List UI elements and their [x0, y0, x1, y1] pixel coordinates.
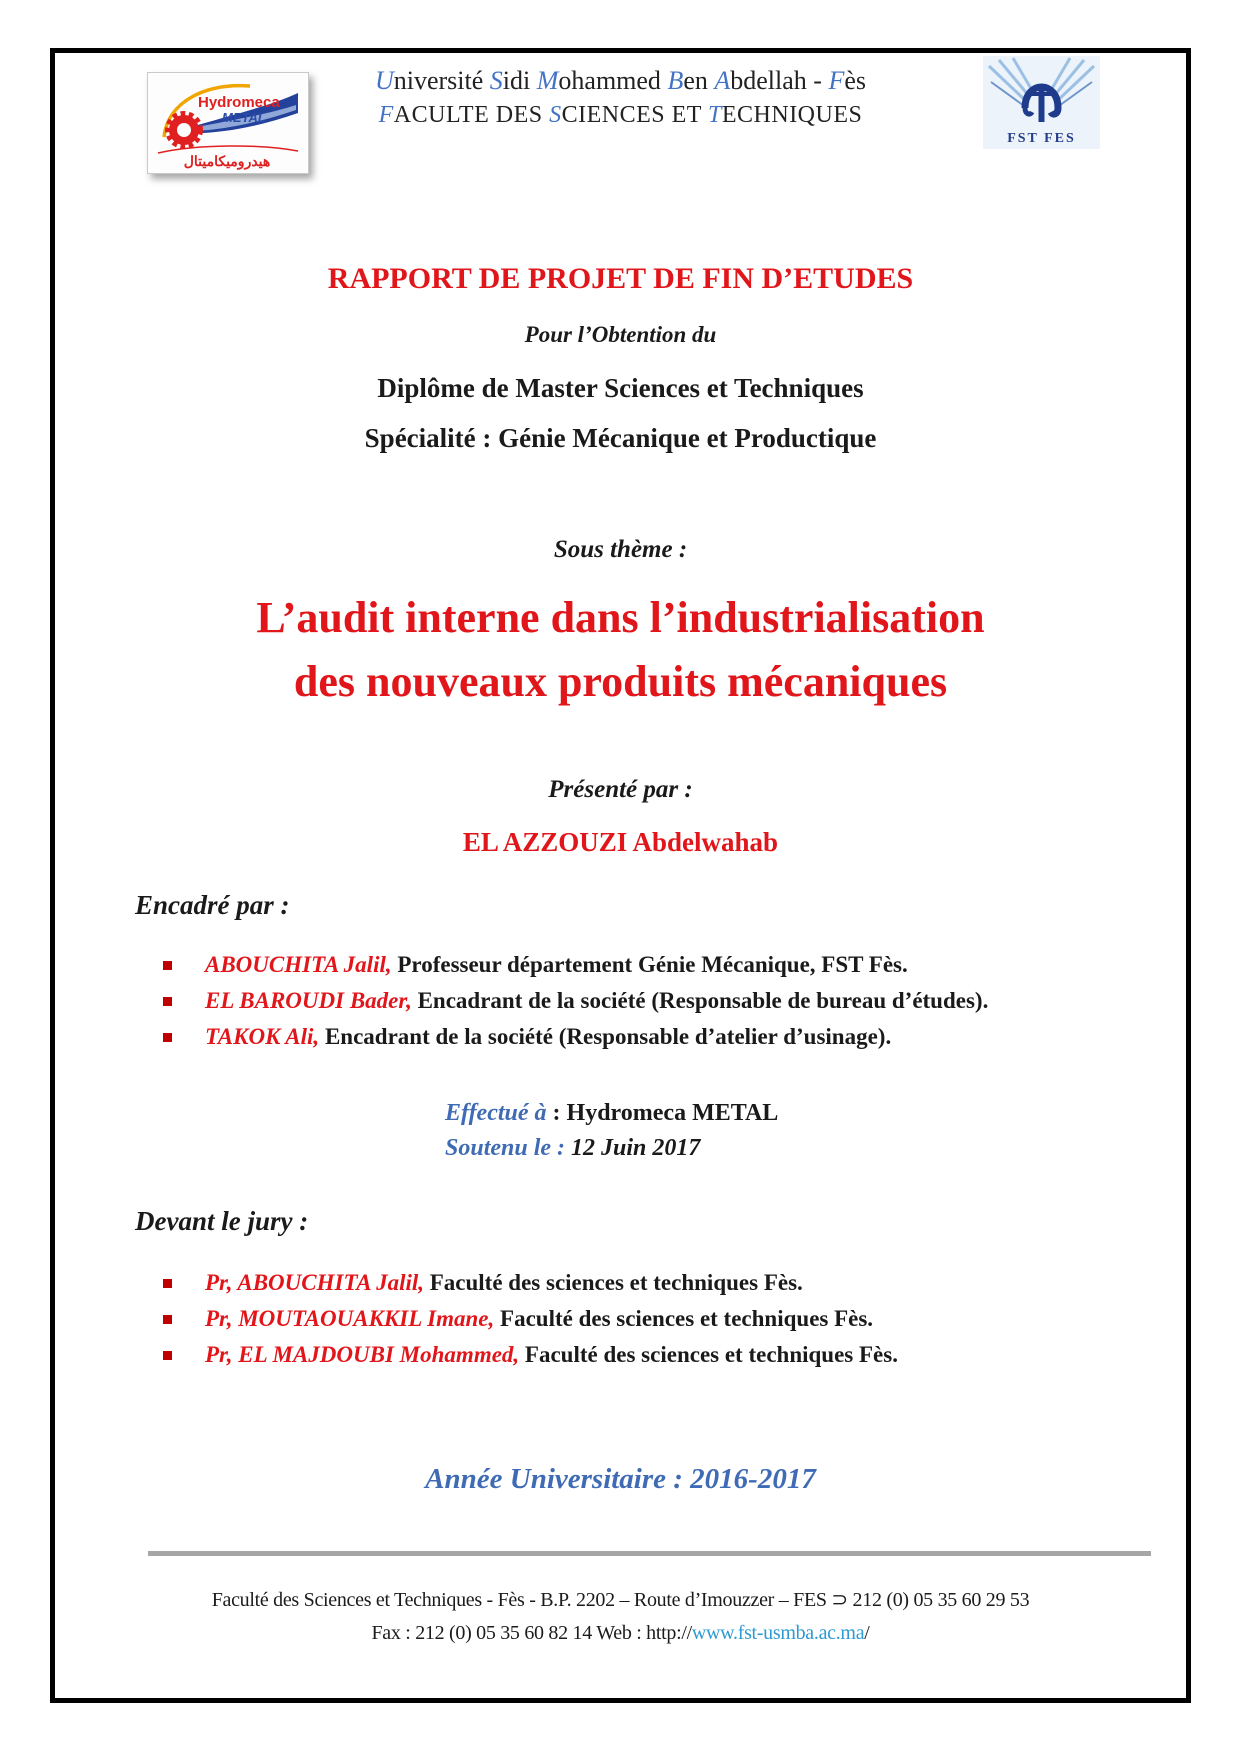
list-item	[163, 952, 988, 977]
jury-member-name: Pr, MOUTAOUAKKIL Imane,	[205, 1306, 495, 1331]
faculty-name-part: F	[378, 102, 394, 128]
faculty-name-part: T	[708, 102, 722, 128]
supervisor-role: Encadrant de la société (Responsable d’atelier d’usinage).	[319, 1024, 892, 1049]
university-name-part: B	[667, 66, 684, 95]
supervisors-list	[163, 952, 988, 1060]
university-name-part: A	[714, 66, 731, 95]
jury-label: Devant le jury :	[135, 1206, 309, 1236]
jury-list	[163, 1270, 898, 1378]
footer-fax-web: Fax : 212 (0) 05 35 60 82 14 Web : http://	[371, 1622, 692, 1644]
supervised-by-label: Encadré par :	[135, 890, 290, 920]
supervisor-name: TAKOK Ali,	[205, 1024, 320, 1049]
defense-date-line	[445, 1131, 778, 1166]
jury-member-affiliation: Faculté des sciences et techniques Fès.	[519, 1342, 898, 1367]
supervisor-role: Professeur département Génie Mécanique, FST Fès.	[391, 952, 908, 977]
internship-place-line	[445, 1096, 778, 1131]
page-border	[50, 48, 1191, 1703]
faculty-name-part: CIENCES ET	[561, 102, 708, 128]
footer-contact-line	[0, 1617, 1241, 1650]
hydromeca-logo-graphic	[148, 73, 306, 171]
obtention-subtitle: Pour l’Obtention du	[524, 322, 717, 347]
university-name-part: S	[489, 66, 503, 95]
square-bullet-icon	[163, 1279, 172, 1288]
theme-line-1: L’audit interne dans l’industrialisation	[256, 593, 985, 642]
list-item	[163, 1306, 898, 1331]
website-link[interactable]: www.fst-usmba.ac.ma	[691, 1622, 865, 1644]
place-label: Effectué à	[445, 1100, 547, 1126]
university-name-part: bdellah -	[730, 66, 829, 95]
diploma-line: Diplôme de Master Sciences et Techniques	[377, 373, 864, 403]
square-bullet-icon	[163, 961, 172, 970]
brand-sub-text: METAL	[222, 110, 266, 125]
footer	[0, 1584, 1241, 1650]
jury-member-affiliation: Faculté des sciences et techniques Fès.	[423, 1270, 803, 1295]
faculty-name-part: ACULTE DES	[393, 102, 550, 128]
jury-member-name: Pr, EL MAJDOUBI Mohammed,	[205, 1342, 520, 1367]
hydromeca-metal-logo	[147, 72, 309, 174]
fst-logo-graphic	[983, 56, 1100, 149]
arabic-brand-text: هيدروميكاميتال	[183, 155, 271, 170]
university-name-part: ohammed	[558, 66, 668, 95]
footer-link-suffix: /	[864, 1622, 870, 1644]
author-name: EL AZZOUZI Abdelwahab	[462, 827, 779, 857]
date-value: 12 Juin 2017	[571, 1135, 701, 1161]
jury-member-affiliation: Faculté des sciences et techniques Fès.	[494, 1306, 874, 1331]
list-item	[163, 1024, 988, 1049]
date-label: Soutenu le :	[445, 1135, 572, 1161]
square-bullet-icon	[163, 997, 172, 1006]
footer-divider	[148, 1551, 1151, 1556]
place-separator: :	[546, 1100, 567, 1126]
faculty-name-part: S	[549, 102, 562, 128]
internship-info	[445, 1096, 778, 1166]
footer-address-line: Faculté des Sciences et Techniques - Fès - B.P. 2202 – Route d’Imouzzer – FES ⊃ 212 (0) 05 35 60 29 53	[211, 1589, 1030, 1611]
report-title: RAPPORT DE PROJET DE FIN D’ETUDES	[327, 262, 914, 295]
supervisor-role: Encadrant de la société (Responsable de bureau d’études).	[411, 988, 989, 1013]
sub-theme-label: Sous thème :	[553, 536, 688, 563]
faculty-name-part: ECHNIQUES	[721, 102, 863, 128]
square-bullet-icon	[163, 1033, 172, 1042]
red-underline-curve	[158, 146, 298, 153]
place-value: Hydromeca METAL	[566, 1100, 779, 1126]
theme-line-2: des nouveaux produits mécaniques	[293, 657, 948, 706]
supervisor-name: ABOUCHITA Jalil,	[205, 952, 392, 977]
fst-fes-logo	[983, 56, 1100, 149]
university-name-part: U	[374, 66, 394, 95]
list-item	[163, 1270, 898, 1295]
university-name-part: F	[828, 66, 845, 95]
university-name-part: M	[536, 66, 559, 95]
academic-year: Année Universitaire : 2016-2017	[425, 1463, 816, 1495]
speciality-line: Spécialité : Génie Mécanique et Productique	[364, 423, 877, 453]
thesis-theme-title	[0, 586, 1241, 714]
presented-by-label: Présenté par :	[548, 776, 693, 803]
university-name-part: en	[683, 66, 715, 95]
brand-text: Hydromeca	[198, 94, 280, 111]
supervisor-name: EL BAROUDI Bader,	[205, 988, 412, 1013]
university-name-part: niversité	[393, 66, 490, 95]
university-name-part: idi	[502, 66, 537, 95]
jury-member-name: Pr, ABOUCHITA Jalil,	[205, 1270, 424, 1295]
list-item	[163, 988, 988, 1013]
square-bullet-icon	[163, 1315, 172, 1324]
fst-caption: FST FES	[1007, 131, 1076, 146]
square-bullet-icon	[163, 1351, 172, 1360]
university-name-part: ès	[844, 66, 867, 95]
list-item	[163, 1342, 898, 1367]
gear-hole	[177, 123, 191, 137]
